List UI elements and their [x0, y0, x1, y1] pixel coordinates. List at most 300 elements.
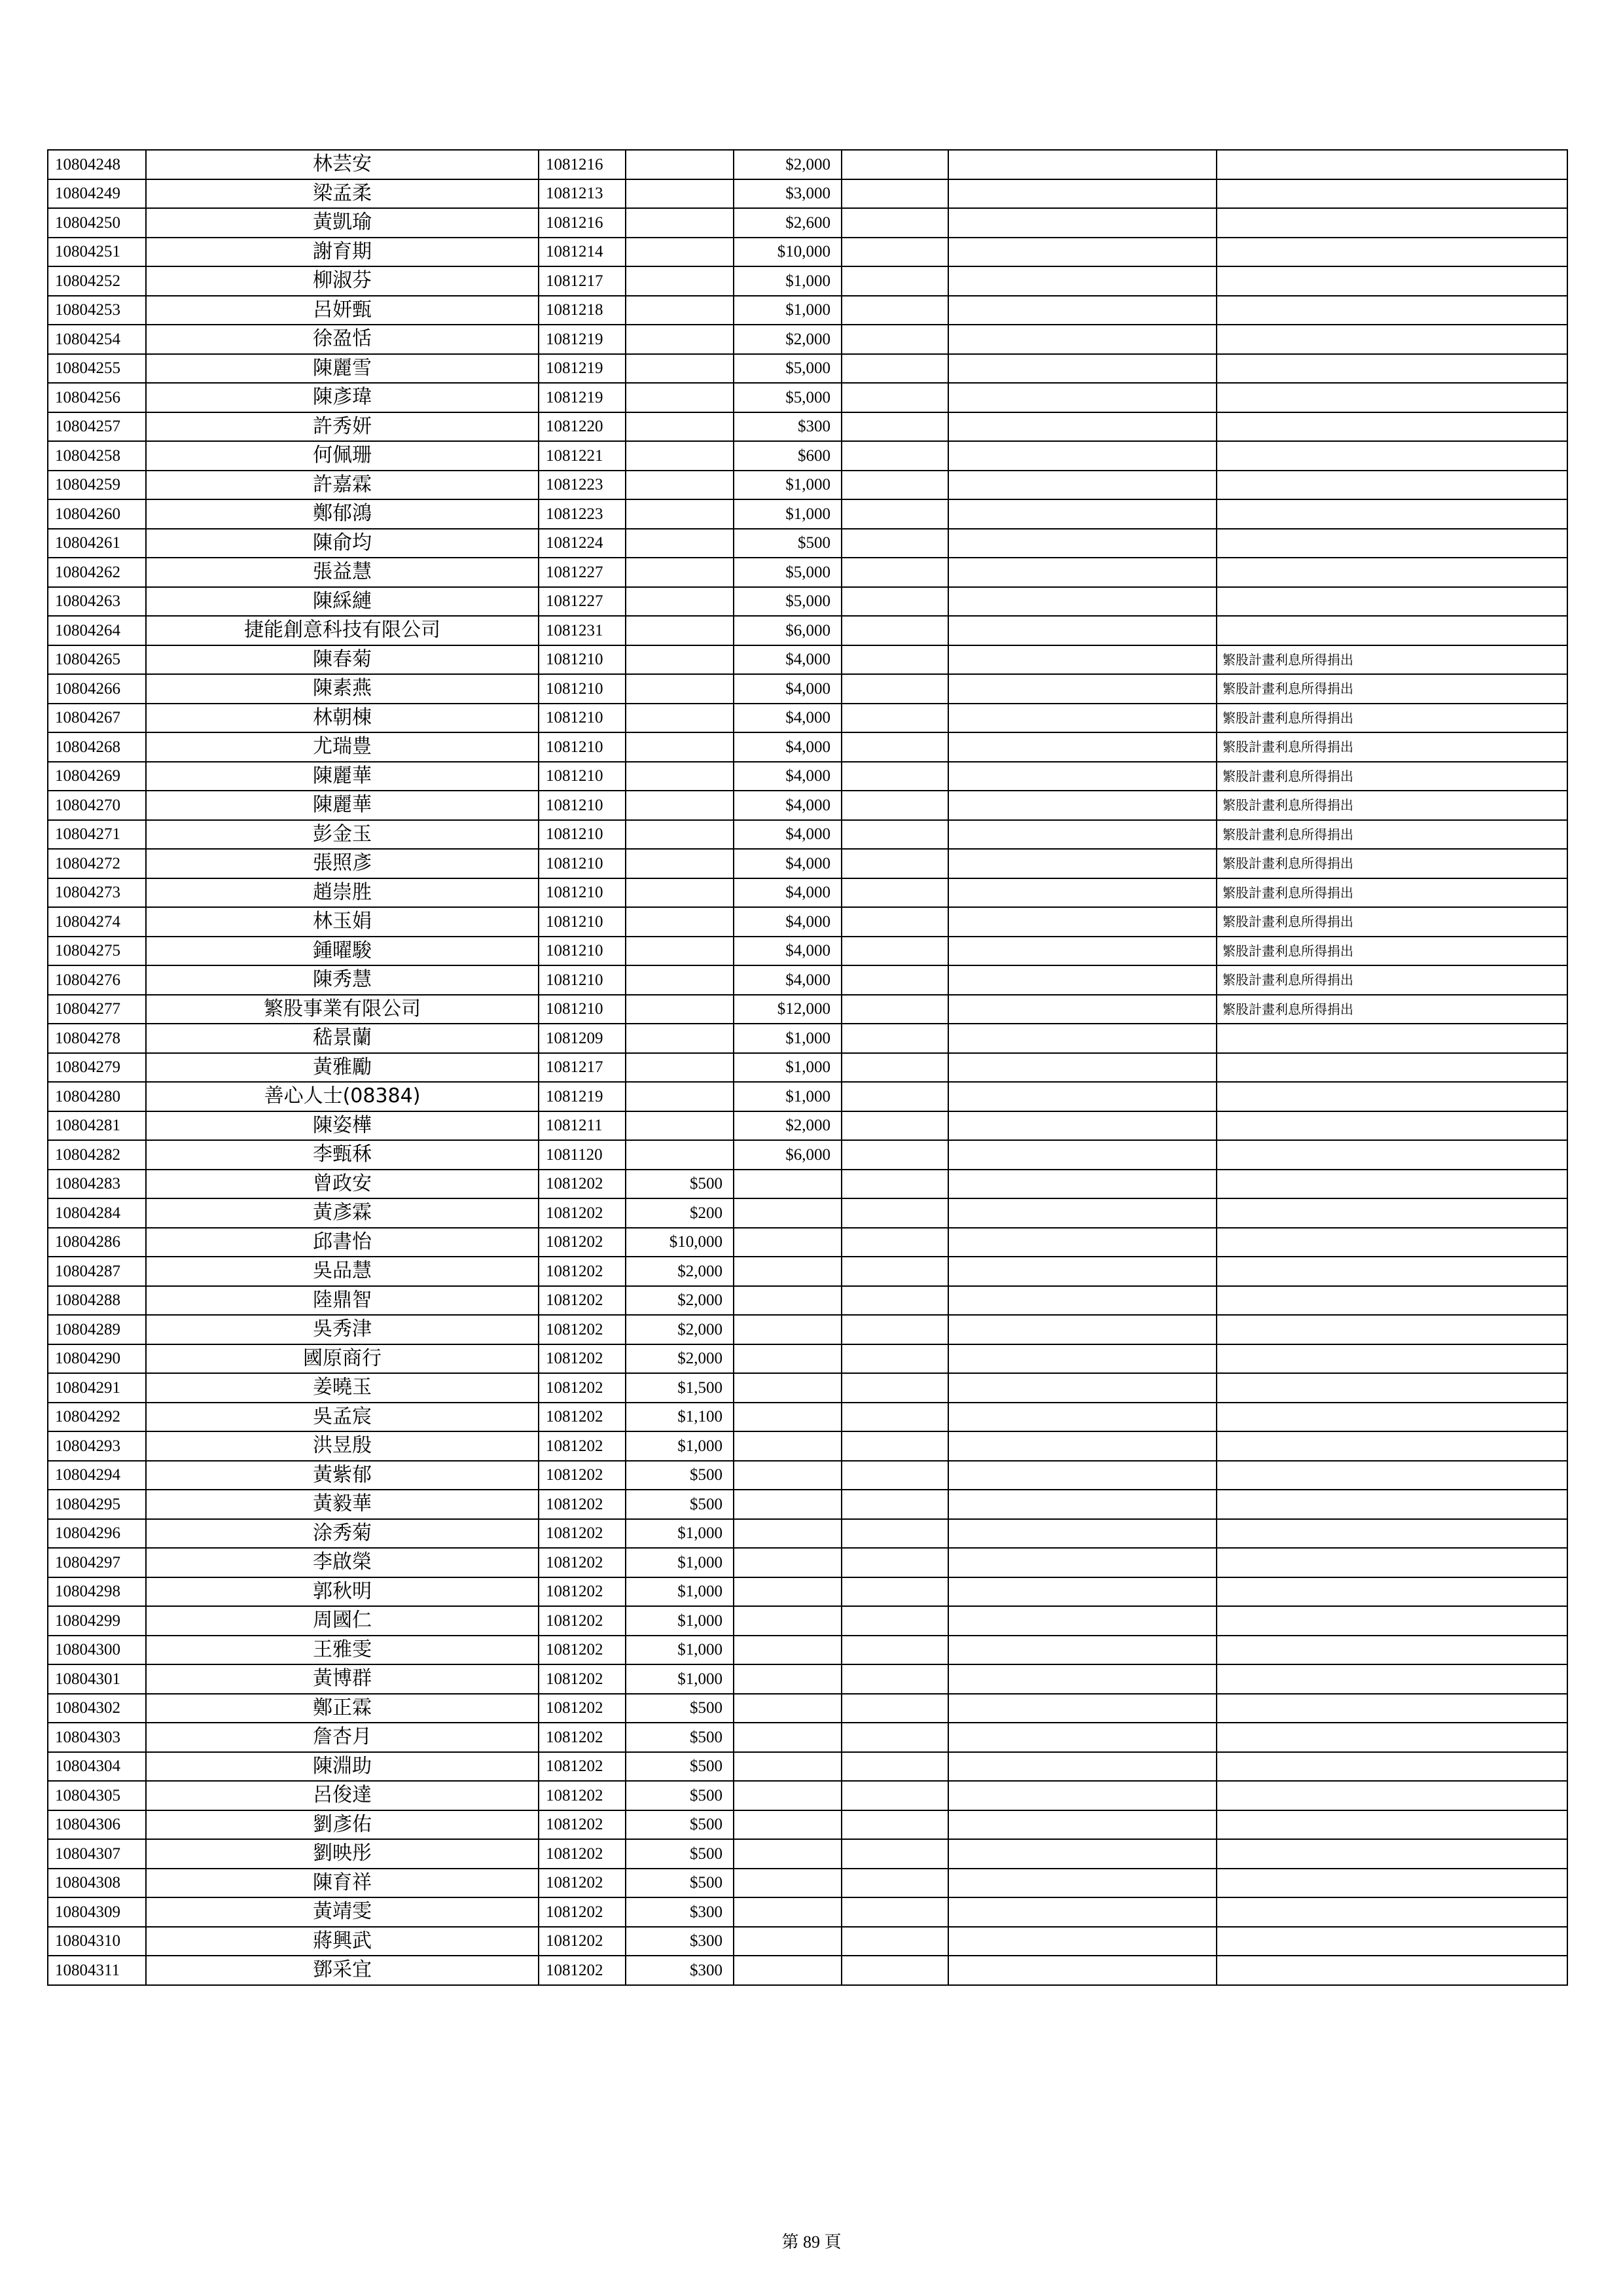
donor-name-cell: 陳姿樺: [146, 1111, 539, 1141]
amount-cell-alt: [734, 1752, 842, 1782]
blank-cell: [948, 441, 1217, 471]
amount-cell-alt: [734, 1373, 842, 1403]
amount-cell-alt: $2,000: [734, 1111, 842, 1141]
date-cell: 1081202: [539, 1897, 626, 1927]
blank-cell: [842, 471, 948, 500]
blank-cell: [842, 1781, 948, 1810]
remark-cell: [1217, 296, 1567, 325]
blank-cell: [948, 937, 1217, 966]
amount-cell: $1,000: [626, 1636, 734, 1665]
amount-cell: $2,000: [626, 1315, 734, 1344]
date-cell: 1081202: [539, 1636, 626, 1665]
date-cell: 1081202: [539, 1519, 626, 1549]
amount-cell-alt: [734, 1694, 842, 1723]
date-cell: 1081216: [539, 208, 626, 238]
amount-cell-alt: $12,000: [734, 995, 842, 1024]
remark-cell: 繁股計畫利息所得捐出: [1217, 762, 1567, 791]
date-cell: 1081202: [539, 1198, 626, 1228]
donor-name-cell: 郭秋明: [146, 1577, 539, 1607]
amount-cell: $500: [626, 1694, 734, 1723]
blank-cell: [842, 616, 948, 645]
amount-cell-alt: [734, 1869, 842, 1898]
date-cell: 1081202: [539, 1490, 626, 1519]
blank-cell: [842, 820, 948, 850]
table-row: [48, 1694, 1567, 1723]
amount-cell-alt: [734, 1956, 842, 1985]
amount-cell: [626, 1111, 734, 1141]
donor-name-cell: 呂妍甄: [146, 296, 539, 325]
amount-cell-alt: $1,000: [734, 266, 842, 296]
amount-cell: [626, 296, 734, 325]
amount-cell-alt: [734, 1286, 842, 1316]
remark-cell: [1217, 1053, 1567, 1083]
receipt-number-cell: 10804262: [48, 558, 146, 587]
remark-cell: [1217, 1373, 1567, 1403]
donor-name-cell: 徐盈恬: [146, 325, 539, 354]
table-row: [48, 616, 1567, 645]
blank-cell: [842, 412, 948, 442]
blank-cell: [842, 937, 948, 966]
remark-cell: [1217, 1956, 1567, 1985]
blank-cell: [948, 1897, 1217, 1927]
date-cell: 1081202: [539, 1403, 626, 1432]
amount-cell-alt: [734, 1810, 842, 1840]
donor-name-cell: 鄧采宜: [146, 1956, 539, 1985]
remark-cell: [1217, 1198, 1567, 1228]
amount-cell: $1,000: [626, 1606, 734, 1636]
amount-cell: $500: [626, 1490, 734, 1519]
table-row: [48, 1111, 1567, 1141]
table-row: [48, 1315, 1567, 1344]
table-row: [48, 1781, 1567, 1810]
amount-cell-alt: $4,000: [734, 965, 842, 995]
remark-cell: [1217, 1344, 1567, 1374]
blank-cell: [842, 1956, 948, 1985]
table-row: [48, 1664, 1567, 1694]
amount-cell-alt: [734, 1170, 842, 1199]
date-cell: 1081202: [539, 1548, 626, 1577]
receipt-number-cell: 10804281: [48, 1111, 146, 1141]
blank-cell: [948, 674, 1217, 704]
blank-cell: [842, 1664, 948, 1694]
blank-cell: [948, 325, 1217, 354]
table-row: [48, 1431, 1567, 1461]
date-cell: 1081210: [539, 762, 626, 791]
blank-cell: [948, 1490, 1217, 1519]
blank-cell: [948, 965, 1217, 995]
receipt-number-cell: 10804304: [48, 1752, 146, 1782]
amount-cell-alt: $1,000: [734, 296, 842, 325]
table-row: [48, 1257, 1567, 1286]
amount-cell: [626, 645, 734, 675]
table-row: [48, 937, 1567, 966]
remark-cell: [1217, 1082, 1567, 1111]
blank-cell: [948, 1606, 1217, 1636]
donor-name-cell: 姜曉玉: [146, 1373, 539, 1403]
donor-name-cell: 善心人士(08384): [146, 1082, 539, 1111]
blank-cell: [948, 820, 1217, 850]
donor-name-cell: 陳素燕: [146, 674, 539, 704]
amount-cell-alt: $4,000: [734, 674, 842, 704]
donor-name-cell: 黃毅華: [146, 1490, 539, 1519]
amount-cell: [626, 878, 734, 908]
remark-cell: [1217, 471, 1567, 500]
table-row: [48, 791, 1567, 820]
amount-cell: $300: [626, 1956, 734, 1985]
blank-cell: [948, 791, 1217, 820]
table-row: [48, 1723, 1567, 1752]
donor-name-cell: 捷能創意科技有限公司: [146, 616, 539, 645]
remark-cell: [1217, 558, 1567, 587]
receipt-number-cell: 10804292: [48, 1403, 146, 1432]
amount-cell: [626, 791, 734, 820]
table-row: [48, 383, 1567, 412]
date-cell: 1081202: [539, 1577, 626, 1607]
table-row: [48, 529, 1567, 558]
blank-cell: [842, 529, 948, 558]
date-cell: 1081202: [539, 1286, 626, 1316]
amount-cell-alt: $5,000: [734, 383, 842, 412]
receipt-number-cell: 10804271: [48, 820, 146, 850]
amount-cell-alt: [734, 1781, 842, 1810]
amount-cell-alt: $4,000: [734, 762, 842, 791]
amount-cell: [626, 732, 734, 762]
amount-cell-alt: [734, 1606, 842, 1636]
table-row: [48, 1082, 1567, 1111]
blank-cell: [948, 208, 1217, 238]
date-cell: 1081216: [539, 150, 626, 179]
donor-name-cell: 趙崇胜: [146, 878, 539, 908]
remark-cell: [1217, 1927, 1567, 1956]
remark-cell: 繁股計畫利息所得捐出: [1217, 704, 1567, 733]
amount-cell: [626, 674, 734, 704]
blank-cell: [842, 1082, 948, 1111]
date-cell: 1081202: [539, 1869, 626, 1898]
date-cell: 1081210: [539, 674, 626, 704]
amount-cell-alt: $1,000: [734, 1082, 842, 1111]
amount-cell: $200: [626, 1198, 734, 1228]
remark-cell: [1217, 383, 1567, 412]
blank-cell: [842, 1024, 948, 1053]
blank-cell: [948, 1956, 1217, 1985]
receipt-number-cell: 10804260: [48, 499, 146, 529]
donor-name-cell: 許嘉霖: [146, 471, 539, 500]
amount-cell: $500: [626, 1869, 734, 1898]
amount-cell: [626, 704, 734, 733]
receipt-number-cell: 10804258: [48, 441, 146, 471]
receipt-number-cell: 10804272: [48, 849, 146, 878]
date-cell: 1081202: [539, 1752, 626, 1782]
receipt-number-cell: 10804296: [48, 1519, 146, 1549]
receipt-number-cell: 10804269: [48, 762, 146, 791]
blank-cell: [842, 995, 948, 1024]
table-row: [48, 995, 1567, 1024]
remark-cell: [1217, 1810, 1567, 1840]
donor-name-cell: 張益慧: [146, 558, 539, 587]
amount-cell: $300: [626, 1927, 734, 1956]
amount-cell-alt: $4,000: [734, 791, 842, 820]
remark-cell: [1217, 150, 1567, 179]
blank-cell: [842, 645, 948, 675]
donor-name-cell: 謝育期: [146, 238, 539, 267]
amount-cell: [626, 266, 734, 296]
amount-cell-alt: $10,000: [734, 238, 842, 267]
blank-cell: [948, 179, 1217, 209]
amount-cell: $1,500: [626, 1373, 734, 1403]
amount-cell: [626, 820, 734, 850]
blank-cell: [842, 1519, 948, 1549]
blank-cell: [842, 1694, 948, 1723]
amount-cell: $500: [626, 1839, 734, 1869]
receipt-number-cell: 10804293: [48, 1431, 146, 1461]
blank-cell: [948, 383, 1217, 412]
receipt-number-cell: 10804300: [48, 1636, 146, 1665]
date-cell: 1081219: [539, 383, 626, 412]
donor-name-cell: 許秀妍: [146, 412, 539, 442]
amount-cell: [626, 354, 734, 384]
date-cell: 1081202: [539, 1810, 626, 1840]
amount-cell-alt: $600: [734, 441, 842, 471]
table-row: [48, 1752, 1567, 1782]
receipt-number-cell: 10804306: [48, 1810, 146, 1840]
blank-cell: [948, 1519, 1217, 1549]
table-row: [48, 704, 1567, 733]
amount-cell-alt: $5,000: [734, 558, 842, 587]
table-row: [48, 1024, 1567, 1053]
date-cell: 1081209: [539, 1024, 626, 1053]
donor-name-cell: 王雅雯: [146, 1636, 539, 1665]
donor-name-cell: 呂俊達: [146, 1781, 539, 1810]
blank-cell: [948, 1228, 1217, 1257]
blank-cell: [842, 1403, 948, 1432]
table-row: [48, 1636, 1567, 1665]
donor-name-cell: 黃凱瑜: [146, 208, 539, 238]
donor-name-cell: 陳麗雪: [146, 354, 539, 384]
donor-name-cell: 林芸安: [146, 150, 539, 179]
date-cell: 1081220: [539, 412, 626, 442]
amount-cell-alt: $1,000: [734, 1053, 842, 1083]
date-cell: 1081210: [539, 732, 626, 762]
blank-cell: [842, 1490, 948, 1519]
remark-cell: [1217, 1606, 1567, 1636]
amount-cell: $500: [626, 1170, 734, 1199]
blank-cell: [948, 354, 1217, 384]
donor-name-cell: 嵇景蘭: [146, 1024, 539, 1053]
amount-cell-alt: $4,000: [734, 645, 842, 675]
amount-cell: [626, 1053, 734, 1083]
amount-cell: [626, 965, 734, 995]
amount-cell-alt: [734, 1548, 842, 1577]
receipt-number-cell: 10804291: [48, 1373, 146, 1403]
amount-cell-alt: $6,000: [734, 616, 842, 645]
remark-cell: [1217, 1257, 1567, 1286]
receipt-number-cell: 10804254: [48, 325, 146, 354]
blank-cell: [948, 1111, 1217, 1141]
date-cell: 1081223: [539, 471, 626, 500]
date-cell: 1081202: [539, 1606, 626, 1636]
donor-name-cell: 陳淵助: [146, 1752, 539, 1782]
amount-cell-alt: $3,000: [734, 179, 842, 209]
amount-cell: $300: [626, 1897, 734, 1927]
table-row: [48, 1956, 1567, 1985]
blank-cell: [948, 878, 1217, 908]
remark-cell: [1217, 1723, 1567, 1752]
table-row: [48, 266, 1567, 296]
amount-cell-alt: [734, 1198, 842, 1228]
blank-cell: [948, 1869, 1217, 1898]
remark-cell: [1217, 412, 1567, 442]
table-row: [48, 1839, 1567, 1869]
amount-cell: [626, 471, 734, 500]
blank-cell: [948, 732, 1217, 762]
amount-cell-alt: $4,000: [734, 820, 842, 850]
date-cell: 1081202: [539, 1839, 626, 1869]
remark-cell: 繁股計畫利息所得捐出: [1217, 878, 1567, 908]
amount-cell: [626, 529, 734, 558]
table-row: [48, 878, 1567, 908]
table-row: [48, 674, 1567, 704]
blank-cell: [842, 354, 948, 384]
donor-name-cell: 林玉娟: [146, 907, 539, 937]
donor-name-cell: 陳育祥: [146, 1869, 539, 1898]
blank-cell: [948, 616, 1217, 645]
receipt-number-cell: 10804294: [48, 1461, 146, 1490]
table-row: [48, 1869, 1567, 1898]
blank-cell: [842, 1431, 948, 1461]
amount-cell-alt: [734, 1490, 842, 1519]
blank-cell: [842, 965, 948, 995]
receipt-number-cell: 10804266: [48, 674, 146, 704]
donor-name-cell: 張照彥: [146, 849, 539, 878]
table-row: [48, 325, 1567, 354]
amount-cell-alt: $5,000: [734, 354, 842, 384]
donor-name-cell: 吳孟宸: [146, 1403, 539, 1432]
remark-cell: [1217, 1170, 1567, 1199]
table-row: [48, 1373, 1567, 1403]
donor-name-cell: 梁孟柔: [146, 179, 539, 209]
blank-cell: [948, 1548, 1217, 1577]
amount-cell: $2,000: [626, 1257, 734, 1286]
date-cell: 1081210: [539, 878, 626, 908]
blank-cell: [948, 1315, 1217, 1344]
date-cell: 1081210: [539, 791, 626, 820]
blank-cell: [948, 1723, 1217, 1752]
remark-cell: [1217, 441, 1567, 471]
remark-cell: 繁股計畫利息所得捐出: [1217, 820, 1567, 850]
amount-cell: $500: [626, 1723, 734, 1752]
blank-cell: [948, 762, 1217, 791]
receipt-number-cell: 10804253: [48, 296, 146, 325]
blank-cell: [948, 1839, 1217, 1869]
donor-name-cell: 柳淑芬: [146, 266, 539, 296]
date-cell: 1081224: [539, 529, 626, 558]
blank-cell: [948, 1024, 1217, 1053]
remark-cell: [1217, 1111, 1567, 1141]
blank-cell: [842, 1111, 948, 1141]
remark-cell: [1217, 1024, 1567, 1053]
table-row: [48, 965, 1567, 995]
amount-cell: [626, 238, 734, 267]
blank-cell: [948, 529, 1217, 558]
receipt-number-cell: 10804301: [48, 1664, 146, 1694]
receipt-number-cell: 10804303: [48, 1723, 146, 1752]
blank-cell: [948, 1082, 1217, 1111]
date-cell: 1081227: [539, 587, 626, 617]
date-cell: 1081219: [539, 354, 626, 384]
table-row: [48, 907, 1567, 937]
blank-cell: [842, 791, 948, 820]
amount-cell-alt: $4,000: [734, 907, 842, 937]
donor-name-cell: 陳秀慧: [146, 965, 539, 995]
receipt-number-cell: 10804248: [48, 150, 146, 179]
amount-cell: [626, 499, 734, 529]
date-cell: 1081210: [539, 995, 626, 1024]
donor-name-cell: 陳綵縺: [146, 587, 539, 617]
amount-cell: [626, 412, 734, 442]
receipt-number-cell: 10804275: [48, 937, 146, 966]
donor-name-cell: 黃靖雯: [146, 1897, 539, 1927]
remark-cell: [1217, 1636, 1567, 1665]
date-cell: 1081217: [539, 266, 626, 296]
blank-cell: [842, 383, 948, 412]
date-cell: 1081202: [539, 1461, 626, 1490]
table-row: [48, 1490, 1567, 1519]
remark-cell: [1217, 1839, 1567, 1869]
date-cell: 1081217: [539, 1053, 626, 1083]
blank-cell: [948, 296, 1217, 325]
blank-cell: [842, 150, 948, 179]
blank-cell: [842, 732, 948, 762]
amount-cell: $500: [626, 1752, 734, 1782]
amount-cell: $500: [626, 1781, 734, 1810]
amount-cell: [626, 325, 734, 354]
date-cell: 1081202: [539, 1170, 626, 1199]
amount-cell-alt: [734, 1403, 842, 1432]
blank-cell: [948, 1636, 1217, 1665]
blank-cell: [948, 995, 1217, 1024]
blank-cell: [842, 674, 948, 704]
blank-cell: [948, 1927, 1217, 1956]
date-cell: 1081202: [539, 1228, 626, 1257]
donor-name-cell: 鍾曜駿: [146, 937, 539, 966]
remark-cell: [1217, 1490, 1567, 1519]
amount-cell-alt: [734, 1664, 842, 1694]
blank-cell: [948, 266, 1217, 296]
donor-name-cell: 繁股事業有限公司: [146, 995, 539, 1024]
blank-cell: [842, 1198, 948, 1228]
date-cell: 1081231: [539, 616, 626, 645]
table-row: [48, 1140, 1567, 1170]
donor-name-cell: 李啟榮: [146, 1548, 539, 1577]
receipt-number-cell: 10804257: [48, 412, 146, 442]
donor-name-cell: 國原商行: [146, 1344, 539, 1374]
receipt-number-cell: 10804302: [48, 1694, 146, 1723]
remark-cell: [1217, 1781, 1567, 1810]
donor-name-cell: 陳春菊: [146, 645, 539, 675]
amount-cell: $10,000: [626, 1228, 734, 1257]
receipt-number-cell: 10804283: [48, 1170, 146, 1199]
amount-cell-alt: [734, 1636, 842, 1665]
date-cell: 1081227: [539, 558, 626, 587]
table-row: [48, 1053, 1567, 1083]
remark-cell: [1217, 1694, 1567, 1723]
blank-cell: [948, 1373, 1217, 1403]
amount-cell: [626, 208, 734, 238]
receipt-number-cell: 10804284: [48, 1198, 146, 1228]
table-row: [48, 732, 1567, 762]
blank-cell: [842, 1636, 948, 1665]
table-row: [48, 1286, 1567, 1316]
